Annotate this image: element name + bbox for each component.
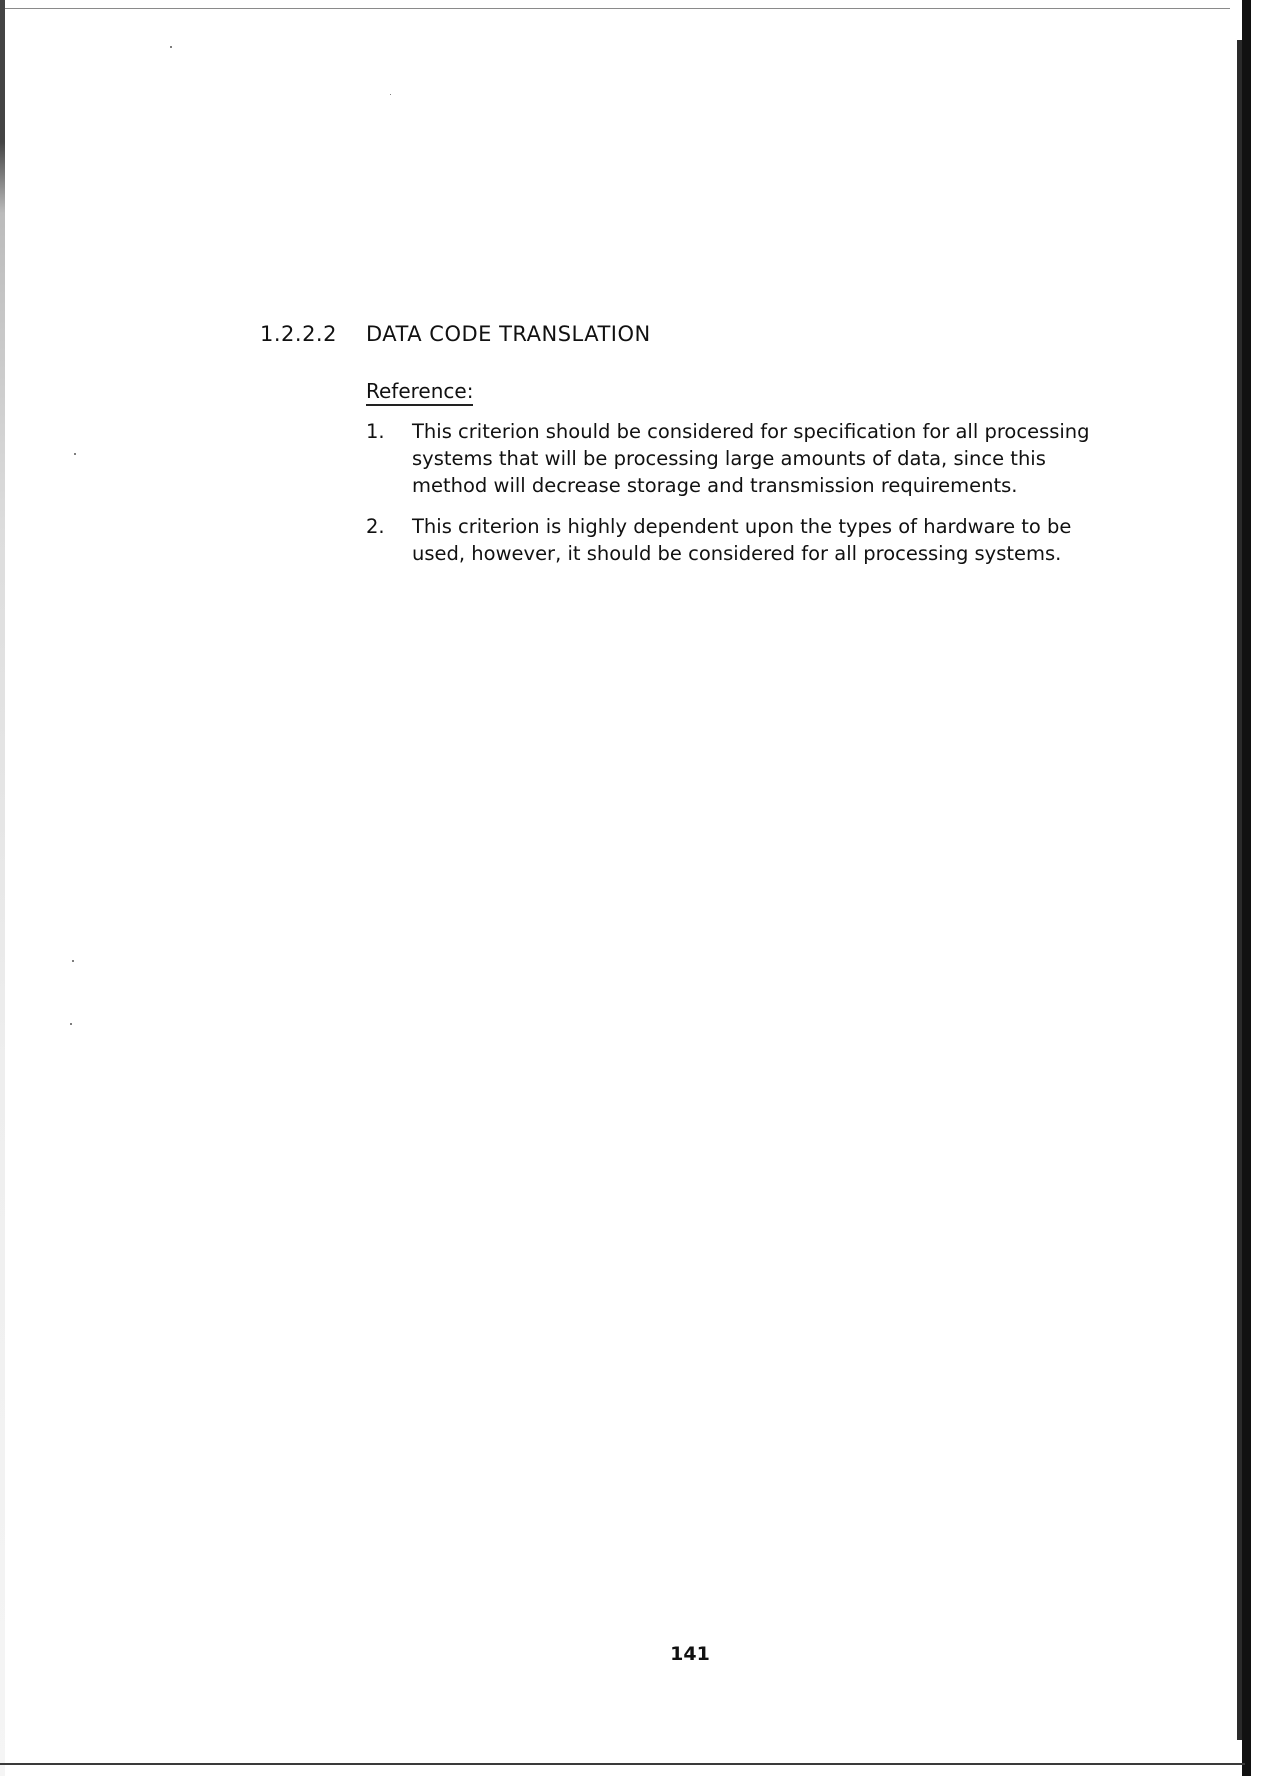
section-title: DATA CODE TRANSLATION: [366, 322, 651, 346]
reference-item-number: 1.: [366, 420, 385, 443]
reference-item-number: 2.: [366, 515, 385, 538]
reference-item: [366, 418, 1096, 499]
reference-item-text: This criterion is highly dependent upon the types of hardware to be used, however, it should be considered for all processing systems.: [412, 515, 1072, 565]
scan-edge-bottom: [0, 1763, 1245, 1765]
scan-speck: [70, 1023, 72, 1025]
section-heading: [260, 322, 651, 346]
scan-speck: [72, 960, 74, 962]
reference-list: [366, 418, 1096, 581]
reference-item: [366, 513, 1096, 567]
section-number: 1.2.2.2: [260, 322, 337, 346]
reference-label: Reference:: [366, 379, 473, 406]
reference-item-text: This criterion should be considered for specification for all processing systems that will be processing large amounts of data, since this method will decrease storage and transmission requirements.: [412, 420, 1090, 497]
scan-speck: [170, 46, 172, 48]
scan-speck: [74, 453, 76, 455]
scan-edge-left: [0, 0, 5, 1776]
scan-edge-right: [1242, 0, 1251, 1776]
scan-edge-top: [0, 8, 1230, 9]
page-number: 141: [670, 1643, 710, 1665]
scan-speck: [390, 94, 391, 95]
